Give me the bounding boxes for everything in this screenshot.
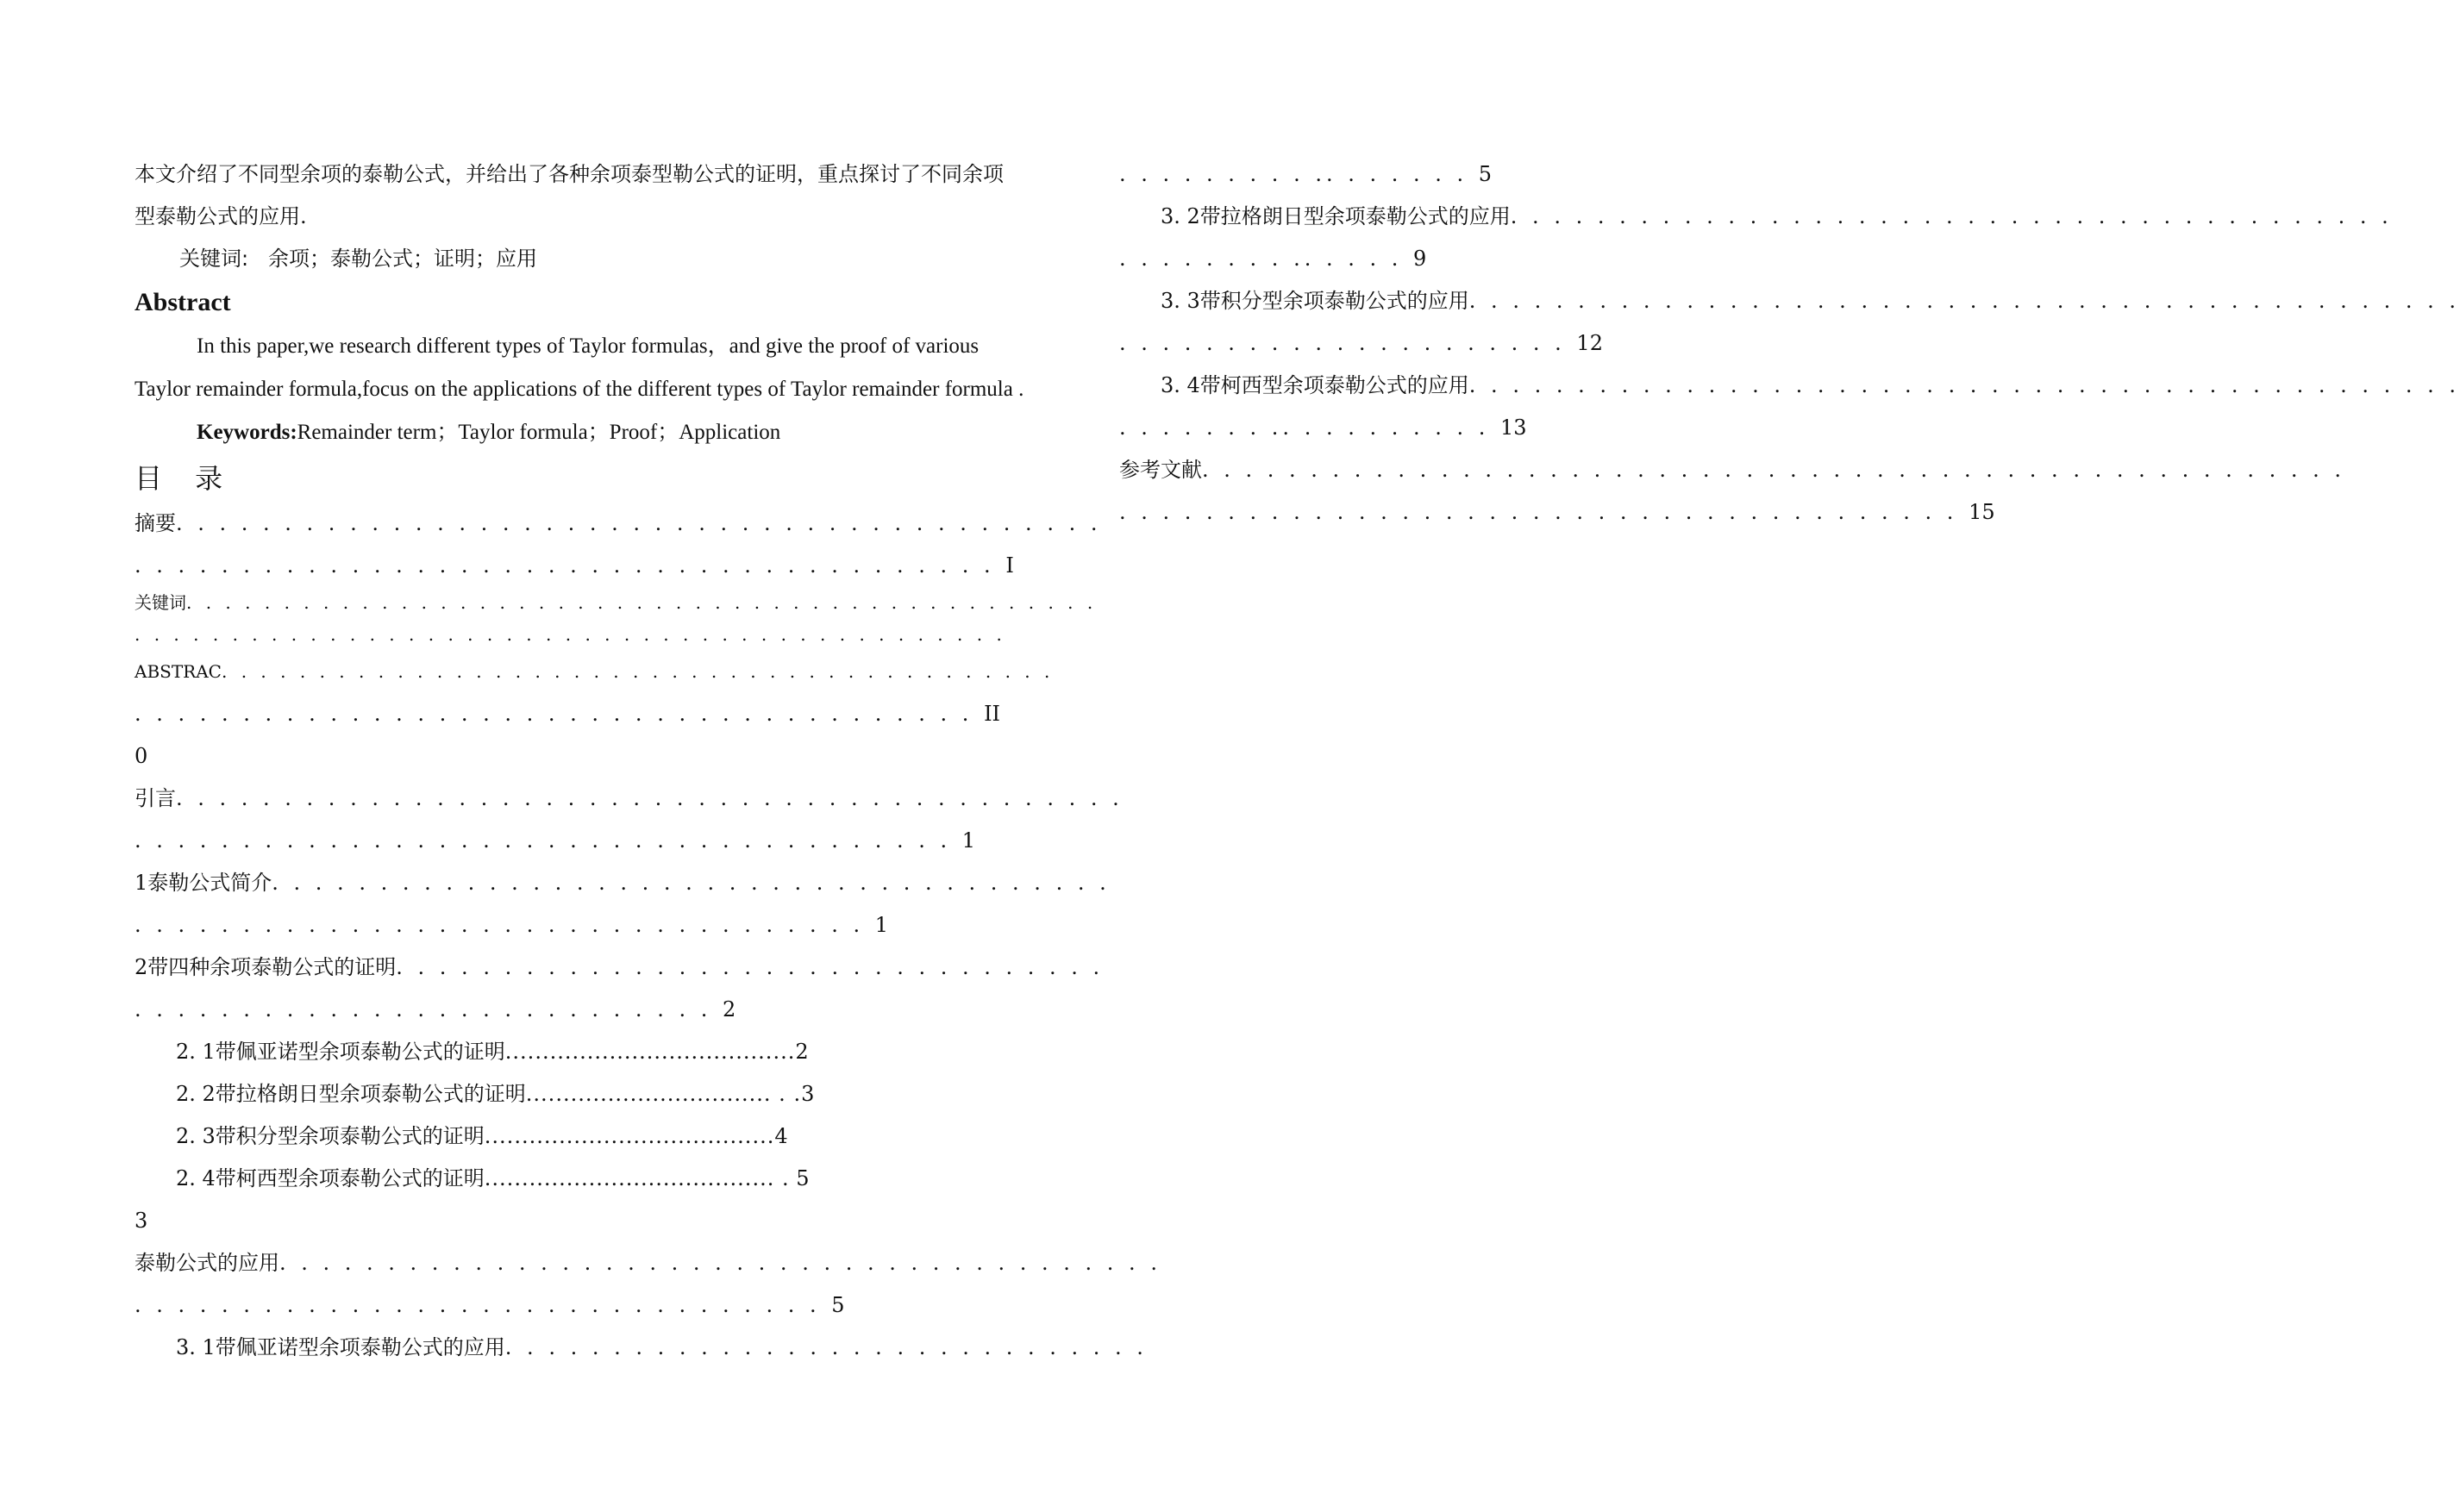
toc-entry-leader: . . . . . . . . . . . . . . . . . . . . . . . . . . . . . . . . . . . . . . . . . . . <box>222 661 1055 682</box>
toc-entry-leader: . . . . . . . . . . . . . . . . . . . . . . . . . . . . . . . . . . . . . . . . . <box>1510 204 2393 228</box>
toc-entry-title <box>135 947 1105 989</box>
toc-entry-leader: . . . . . . . . . . . . . . . . . . . . . . . . . . . . . . . . . . . . . . <box>135 828 962 853</box>
toc-entry-page: 1 <box>874 913 889 937</box>
toc-entry-label: 2带四种余项泰勒公式的证明 <box>135 955 397 979</box>
toc-subentry <box>135 1115 1057 1158</box>
toc-entry-leader: . . . . . . . . . . . . . . . . . . . . . . . . . . . . . . . . <box>135 1293 832 1317</box>
toc-entry-label: 3. 2带拉格朗日型余项泰勒公式的应用 <box>1161 204 1511 228</box>
toc-entry-leader: ................................. . . <box>525 1082 802 1106</box>
toc-entry-leader: . . . . . . . . . . . . . . . . . . . . . . . . . . . . . . . . . . . . . . . <box>272 871 1111 895</box>
toc-heading: 目 录 <box>135 462 235 495</box>
toc-entry-leader: . . . . . . . . . . . . . . . . . . . . . . . . . . . . . . . . . . . . . . . <box>1119 500 1969 524</box>
toc-entry-page: 3 <box>801 1082 815 1106</box>
toc-entry-title <box>135 503 1102 545</box>
toc-entry-title <box>135 587 1098 619</box>
toc-entry-leader: . . . . . . . .. . . . . . . . . . <box>1119 415 1501 440</box>
toc-entry-title <box>1119 449 2346 491</box>
toc-entry-continuation <box>135 693 1057 735</box>
toc-entry-leader: ....................................... . <box>484 1166 790 1190</box>
toc-entry-continuation <box>135 820 1057 862</box>
toc-entry-leader: . . . . . . . . . . . . . . . . . . . . . . . . . . . . . . . . . . . . . . . . . <box>279 1251 1161 1275</box>
toc-entry-leader: . . . . . . . . . . . . . . . . . . . . . . . . . . . . . . . . . . . . . . . . . . . <box>176 511 1102 535</box>
toc-entry-leader: . . . . . . . . . . . . . . . . . . . . . . . . . . . . . . . . . . . . . . . . . . . . . . <box>1468 289 2460 313</box>
toc-entry-page: 5 <box>796 1166 810 1190</box>
toc-entry-number: 0 <box>135 744 148 768</box>
toc-entry-leader: . . . . . . . . .. . . . . <box>1119 247 1413 271</box>
toc-subentry <box>135 1327 1148 1369</box>
toc-entry-page: 2 <box>795 1040 809 1064</box>
toc-entry-page: 5 <box>831 1293 845 1317</box>
toc-entry-continuation <box>135 545 1057 587</box>
toc-subentry <box>1119 196 2393 238</box>
toc-entry-page: 1 <box>961 828 976 853</box>
toc-entry-leader: . . . . . . . . . . . . . . . . . . . . . . . . . . . . . . . . . . <box>135 913 875 937</box>
toc-subentry <box>135 1073 1057 1115</box>
toc-entry-continuation <box>135 619 1057 651</box>
toc-entry-label: 2. 3带积分型余项泰勒公式的证明 <box>176 1124 485 1148</box>
keywords-en-value: Remainder term；Taylor formula；Proof；Application <box>297 421 781 444</box>
toc-entry-title <box>135 1242 1161 1284</box>
toc-entry-continuation <box>1119 491 2033 534</box>
toc-entry-page: 2 <box>722 997 736 1022</box>
toc-entry-label: 2. 1带佩亚诺型余项泰勒公式的证明 <box>176 1040 505 1064</box>
toc-subentry <box>1119 280 2460 322</box>
toc-entry-label: 泰勒公式的应用 <box>135 1251 279 1275</box>
toc-entry-leader: . . . . . . . . . . . . . . . . . . . . . <box>1119 331 1577 355</box>
toc-entry-page: I <box>1005 553 1014 578</box>
toc-entry-label: 摘要 <box>135 511 176 535</box>
toc-subentry <box>135 1158 1057 1200</box>
toc-entry-leader: . . . . . . . . . . . . . . . . . . . . . . . . . . . . . . . . . . . . . . . . . . . . <box>176 786 1124 810</box>
toc-entry-continuation <box>1119 238 2033 280</box>
toc-entry-leader: . . . . . . . . . . . . . . . . . . . . . . . . . . . . . . . . . . . . . . . . . . . . . <box>135 624 1006 645</box>
toc-subentry <box>135 1031 1057 1073</box>
toc-entry-label: 关键词 <box>135 592 186 613</box>
abstract-cn-line2: 型泰勒公式的应用. <box>135 204 307 228</box>
toc-entry-leader: . . . . . . . . . . . . . . . . . . . . . . . . . . . . . . . . . . . . . . . . . . . . . . <box>1468 373 2460 397</box>
keywords-cn-label: 关键词: <box>179 247 249 271</box>
toc-entry-continuation <box>1119 322 2033 365</box>
toc-entry-continuation <box>135 1284 1057 1327</box>
toc-entry-leader: . . . . . . . . . . . . . . . . . . . . . . . . . . . . . . . . . . . . . . . . . . . . . . . <box>186 592 1098 613</box>
toc-entry-leader: . . . . . . . . . . . . . . . . . . . . . . . . . . . <box>135 997 723 1022</box>
toc-entry-page: II <box>984 702 1001 726</box>
toc-entry-title <box>135 778 1124 820</box>
toc-entry-number: 3 <box>135 1209 148 1233</box>
toc-entry-label: 3. 1带佩亚诺型余项泰勒公式的应用 <box>176 1335 505 1359</box>
toc-entry-continuation <box>135 989 1057 1031</box>
toc-entry-continuation <box>1119 407 2033 449</box>
toc-entry-page: 15 <box>1969 500 1995 524</box>
keywords-cn <box>135 238 1057 280</box>
abstract-en-heading: Abstract <box>135 288 231 316</box>
toc-entry-leader: . . . . . . . . . . . . . . . . . . . . . . . . . . . . . . . . . . . . . . . <box>135 702 985 726</box>
abstract-en-line1: In this paper,we research different types of Taylor formulas，and give the proof of various <box>197 334 980 358</box>
toc-entry-label: 3. 3带积分型余项泰勒公式的应用 <box>1161 289 1469 313</box>
toc-entry-title <box>135 651 1057 693</box>
toc-entry-label: 1泰勒公式简介 <box>135 871 272 895</box>
toc-entry-continuation <box>135 904 1057 947</box>
toc-entry-leader: . . . . . . . . . . . . . . . . . . . . . . . . . . . . . . . . . <box>396 955 1105 979</box>
toc-entry-leader: . . . . . . . . . . . . . . . . . . . . . . . . . . . . . . . . . . . . . . . . <box>135 553 1006 578</box>
toc-entry-continuation <box>1119 153 2033 196</box>
toc-subentry <box>1119 365 2460 407</box>
keywords-en <box>135 411 1057 454</box>
toc-entry-leader: ....................................... <box>484 1124 775 1148</box>
toc-entry-label: 引言 <box>135 786 176 810</box>
toc-entry-label: 参考文献 <box>1119 458 1202 482</box>
keywords-en-label: Keywords: <box>197 421 297 444</box>
toc-entry-page: 4 <box>774 1124 788 1148</box>
toc-entry-label: ABSTRAC <box>135 661 222 682</box>
toc-entry-leader: ....................................... <box>504 1040 796 1064</box>
toc-entry-leader: . . . . . . . . . .. . . . . . . <box>1119 162 1479 186</box>
toc-entry-leader: . . . . . . . . . . . . . . . . . . . . . . . . . . . . . . <box>504 1335 1148 1359</box>
toc-entry-leader: . . . . . . . . . . . . . . . . . . . . . . . . . . . . . . . . . . . . . . . . . . . . . . . . . . . . . <box>1202 458 2346 482</box>
toc-entry-page: 9 <box>1412 247 1427 271</box>
toc-entry-label: 2. 2带拉格朗日型余项泰勒公式的证明 <box>176 1082 526 1106</box>
right-column <box>1119 153 2460 534</box>
abstract-cn-line1: 本文介绍了不同型余项的泰勒公式，并给出了各种余项泰型勒公式的证明，重点探讨了不同余项 <box>135 162 1004 186</box>
toc-entry-title <box>135 862 1111 904</box>
toc-entry-page: 5 <box>1478 162 1493 186</box>
toc-entry-label: 3. 4带柯西型余项泰勒公式的应用 <box>1161 373 1469 397</box>
toc-entry-label: 2. 4带柯西型余项泰勒公式的证明 <box>176 1166 485 1190</box>
abstract-en-line2: Taylor remainder formula,focus on the applications of the different types of Taylor remainder formula . <box>135 378 1024 401</box>
toc-entry-page: 12 <box>1576 331 1603 355</box>
keywords-cn-value: 余项；泰勒公式；证明；应用 <box>267 247 537 271</box>
toc-entry-page: 13 <box>1500 415 1527 440</box>
